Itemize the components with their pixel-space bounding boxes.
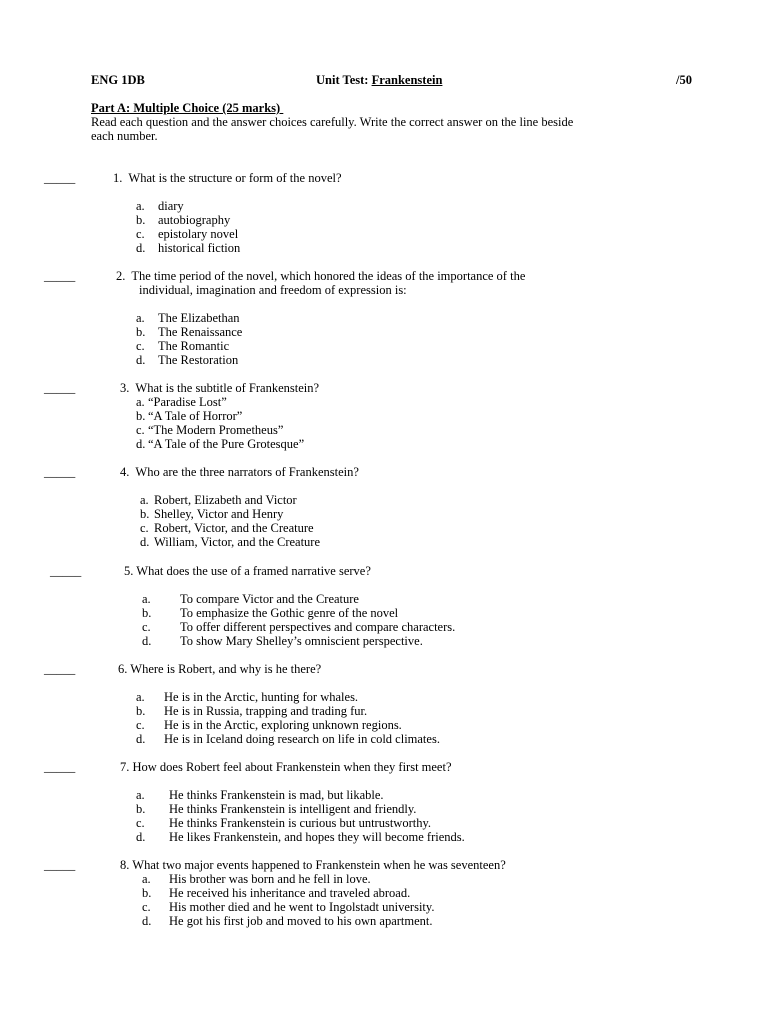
option-letter: a. xyxy=(136,199,145,213)
question-text: 1. What is the structure or form of the novel? xyxy=(113,171,342,185)
option-c xyxy=(136,816,431,830)
option-c xyxy=(136,227,238,241)
option-text: He thinks Frankenstein is mad, but likable. xyxy=(169,788,384,802)
answer-blank[interactable]: _____ xyxy=(50,564,82,578)
option-text: The Elizabethan xyxy=(158,311,240,325)
option-b xyxy=(142,606,398,620)
option-letter: d. xyxy=(136,732,146,746)
option-a xyxy=(140,493,297,507)
option-letter: d. xyxy=(142,634,152,648)
option-c xyxy=(140,521,314,535)
option-letter: b. xyxy=(142,886,152,900)
answer-blank[interactable]: _____ xyxy=(44,269,76,283)
option-text: autobiography xyxy=(158,213,231,227)
option-letter: c. xyxy=(136,423,145,437)
option-c xyxy=(136,718,402,732)
question-text: 5. What does the use of a framed narrative serve? xyxy=(124,564,371,578)
option-letter: b. xyxy=(136,704,146,718)
option-d xyxy=(136,353,238,367)
option-text: “A Tale of Horror” xyxy=(148,409,243,423)
option-letter: a. xyxy=(136,690,145,704)
option-text: To emphasize the Gothic genre of the novel xyxy=(180,606,399,620)
option-letter: a. xyxy=(136,311,145,325)
option-text: He got his first job and moved to his own apartment. xyxy=(169,914,433,928)
option-letter: c. xyxy=(136,339,145,353)
option-a xyxy=(142,592,359,606)
option-letter: b. xyxy=(136,325,146,339)
option-text: epistolary novel xyxy=(158,227,239,241)
answer-blank[interactable]: _____ xyxy=(44,381,76,395)
option-a xyxy=(136,690,358,704)
option-letter: b. xyxy=(136,213,146,227)
option-text: He is in the Arctic, exploring unknown regions. xyxy=(164,718,402,732)
option-letter: b. xyxy=(142,606,152,620)
option-text: “A Tale of the Pure Grotesque” xyxy=(148,437,305,451)
option-b xyxy=(136,325,242,339)
option-letter: d. xyxy=(142,914,152,928)
option-c xyxy=(136,339,229,353)
option-letter: c. xyxy=(142,900,151,914)
option-text: The Romantic xyxy=(158,339,230,353)
option-letter: d. xyxy=(136,241,146,255)
option-letter: a. xyxy=(142,592,151,606)
part-a-title: Part A: Multiple Choice (25 marks) xyxy=(91,101,284,115)
option-letter: a. xyxy=(142,872,151,886)
option-text: Robert, Victor, and the Creature xyxy=(154,521,314,535)
option-letter: b. xyxy=(140,507,150,521)
option-letter: a. xyxy=(140,493,149,507)
option-c xyxy=(142,900,434,914)
option-letter: d. xyxy=(136,437,146,451)
option-text: He thinks Frankenstein is intelligent and friendly. xyxy=(169,802,417,816)
option-a xyxy=(136,199,184,213)
question-text: 4. Who are the three narrators of Frankenstein? xyxy=(120,465,359,479)
answer-blank[interactable]: _____ xyxy=(44,760,76,774)
test-title xyxy=(316,73,442,87)
answer-blank[interactable]: _____ xyxy=(44,858,76,872)
option-a xyxy=(136,311,240,325)
option-letter: c. xyxy=(142,620,151,634)
option-text: “Paradise Lost” xyxy=(148,395,227,409)
option-letter: b. xyxy=(136,802,146,816)
course-code: ENG 1DB xyxy=(91,73,145,87)
question-text-cont: individual, imagination and freedom of expression is: xyxy=(139,283,407,297)
option-letter: d. xyxy=(140,535,150,549)
option-b xyxy=(136,802,416,816)
option-letter: c. xyxy=(136,718,145,732)
option-letter: d. xyxy=(136,830,146,844)
option-text: To show Mary Shelley’s omniscient perspective. xyxy=(180,634,423,648)
answer-blank[interactable]: _____ xyxy=(44,171,76,185)
option-c xyxy=(136,423,283,437)
question-text: 8. What two major events happened to Frankenstein when he was seventeen? xyxy=(120,858,506,872)
option-text: He likes Frankenstein, and hopes they will become friends. xyxy=(169,830,465,844)
option-d xyxy=(142,914,433,928)
option-text: He is in the Arctic, hunting for whales. xyxy=(164,690,359,704)
option-text: diary xyxy=(158,199,184,213)
question-text: 2. The time period of the novel, which honored the ideas of the importance of the xyxy=(116,269,526,283)
option-text: He thinks Frankenstein is curious but untrustworthy. xyxy=(169,816,432,830)
option-text: He received his inheritance and traveled abroad. xyxy=(169,886,411,900)
option-letter: c. xyxy=(136,227,145,241)
option-d xyxy=(136,241,240,255)
option-letter: b. xyxy=(136,409,146,423)
total-marks: /50 xyxy=(676,73,692,87)
option-a xyxy=(142,872,371,886)
option-letter: a. xyxy=(136,788,145,802)
option-b xyxy=(140,507,283,521)
option-a xyxy=(136,395,227,409)
question-text: 3. What is the subtitle of Frankenstein? xyxy=(120,381,320,395)
option-text: To offer different perspectives and compare characters. xyxy=(180,620,456,634)
test-title-name: Frankenstein xyxy=(371,73,443,87)
instructions-line-2: each number. xyxy=(91,129,158,143)
option-letter: a. xyxy=(136,395,145,409)
option-letter: c. xyxy=(136,816,145,830)
option-text: To compare Victor and the Creature xyxy=(180,592,359,606)
option-text: He is in Russia, trapping and trading fur. xyxy=(164,704,368,718)
option-text: The Renaissance xyxy=(158,325,243,339)
answer-blank[interactable]: _____ xyxy=(44,662,76,676)
option-c xyxy=(142,620,455,634)
option-b xyxy=(136,704,367,718)
option-letter: d. xyxy=(136,353,146,367)
option-b xyxy=(136,409,242,423)
answer-blank[interactable]: _____ xyxy=(44,465,76,479)
option-text: His mother died and he went to Ingolstadt university. xyxy=(169,900,435,914)
instructions-line-1: Read each question and the answer choices carefully. Write the correct answer on the line beside xyxy=(91,115,574,129)
test-title-prefix: Unit Test: xyxy=(316,73,372,87)
option-d xyxy=(140,535,320,549)
option-text: William, Victor, and the Creature xyxy=(154,535,321,549)
option-d xyxy=(136,830,465,844)
option-text: historical fiction xyxy=(158,241,241,255)
question-text: 6. Where is Robert, and why is he there? xyxy=(118,662,322,676)
option-letter: c. xyxy=(140,521,149,535)
option-text: Robert, Elizabeth and Victor xyxy=(154,493,297,507)
option-text: Shelley, Victor and Henry xyxy=(154,507,284,521)
question-text: 7. How does Robert feel about Frankenstein when they first meet? xyxy=(120,760,452,774)
option-text: The Restoration xyxy=(158,353,239,367)
option-b xyxy=(136,213,230,227)
option-d xyxy=(136,732,440,746)
option-text: His brother was born and he fell in love. xyxy=(169,872,371,886)
option-b xyxy=(142,886,410,900)
option-text: “The Modern Prometheus” xyxy=(148,423,284,437)
option-d xyxy=(136,437,304,451)
option-d xyxy=(142,634,423,648)
option-a xyxy=(136,788,384,802)
option-text: He is in Iceland doing research on life in cold climates. xyxy=(164,732,440,746)
